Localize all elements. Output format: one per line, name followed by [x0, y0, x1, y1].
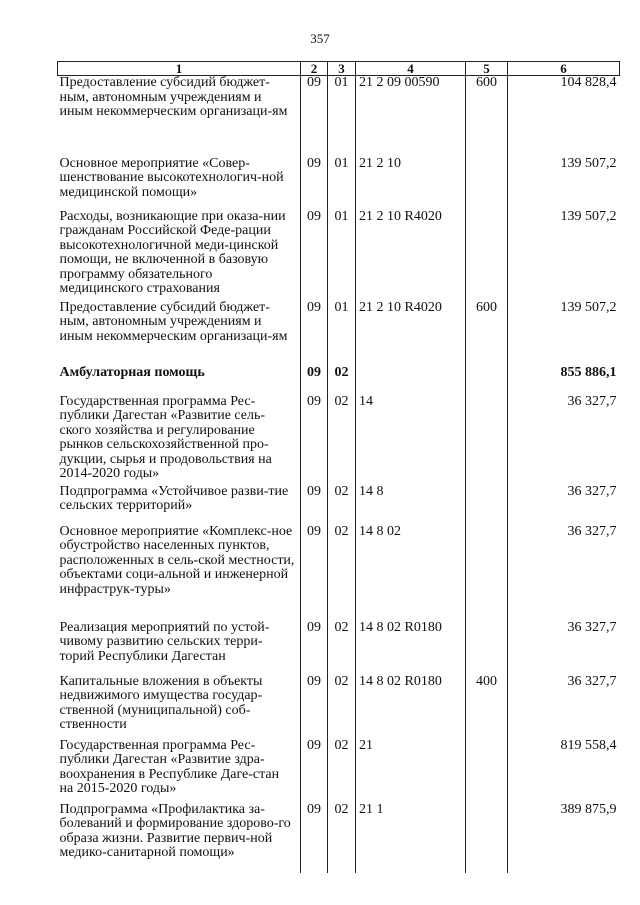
row-expense-type	[466, 525, 508, 621]
row-section: 09	[301, 395, 328, 485]
table-row	[58, 366, 620, 395]
row-subsection: 01	[328, 210, 356, 301]
row-target-code: 14 8	[356, 485, 466, 525]
row-expense-type	[466, 157, 508, 210]
table-row	[58, 210, 620, 301]
row-amount: 36 327,7	[508, 395, 620, 485]
row-target-code: 14 8 02 R0180	[356, 621, 466, 675]
row-subsection: 02	[328, 485, 356, 525]
row-section: 09	[301, 485, 328, 525]
row-subsection: 01	[328, 76, 356, 157]
row-subsection: 02	[328, 803, 356, 873]
table-row	[58, 485, 620, 525]
header-col-5: 5	[466, 62, 508, 76]
row-amount: 389 875,9	[508, 803, 620, 873]
row-amount: 36 327,7	[508, 485, 620, 525]
row-name: Реализация мероприятий по устой-чивому развитию сельских терри-торий Республики Дагестан	[58, 621, 301, 675]
row-name: Амбулаторная помощь	[58, 366, 301, 395]
row-amount: 139 507,2	[508, 210, 620, 301]
row-expense-type	[466, 739, 508, 803]
row-target-code: 14 8 02 R0180	[356, 675, 466, 739]
row-target-code: 21 2 10 R4020	[356, 210, 466, 301]
table-row	[58, 76, 620, 157]
row-amount: 819 558,4	[508, 739, 620, 803]
row-subsection: 01	[328, 157, 356, 210]
row-subsection: 02	[328, 366, 356, 395]
row-expense-type: 600	[466, 301, 508, 366]
header-col-3: 3	[328, 62, 356, 76]
row-name: Государственная программа Рес-публики Дагестан «Развитие сель-ского хозяйства и регулирование рынков сельскохозяйственной про-дукции, сырья и продовольствия на 2014-2020 годы»	[58, 395, 301, 485]
row-section: 09	[301, 739, 328, 803]
table-row	[58, 621, 620, 675]
row-expense-type	[466, 395, 508, 485]
header-row	[58, 62, 620, 76]
table-row	[58, 525, 620, 621]
row-amount: 139 507,2	[508, 157, 620, 210]
header-col-1: 1	[58, 62, 301, 76]
row-section: 09	[301, 76, 328, 157]
row-section: 09	[301, 621, 328, 675]
row-subsection: 02	[328, 525, 356, 621]
table-row	[58, 675, 620, 739]
header-col-6: 6	[508, 62, 620, 76]
row-amount: 855 886,1	[508, 366, 620, 395]
row-target-code: 21 2 09 00590	[356, 76, 466, 157]
table-row	[58, 157, 620, 210]
row-expense-type	[466, 366, 508, 395]
header-col-2: 2	[301, 62, 328, 76]
row-section: 09	[301, 157, 328, 210]
budget-table	[57, 61, 620, 873]
row-section: 09	[301, 301, 328, 366]
row-section: 09	[301, 210, 328, 301]
page-number: 357	[310, 31, 330, 46]
row-name: Предоставление субсидий бюджет-ным, автономным учреждениям и иным некоммерческим организаци-ям	[58, 301, 301, 366]
row-section: 09	[301, 366, 328, 395]
row-amount: 36 327,7	[508, 621, 620, 675]
row-subsection: 02	[328, 395, 356, 485]
row-amount: 139 507,2	[508, 301, 620, 366]
row-name: Капитальные вложения в объекты недвижимого имущества государ-ственной (муниципальной) соб-ственности	[58, 675, 301, 739]
row-expense-type	[466, 210, 508, 301]
row-name: Основное мероприятие «Комплекс-ное обустройство населенных пунктов, расположенных в сель-ской местности, объектами соци-альной и инженерной инфраструк-туры»	[58, 525, 301, 621]
row-expense-type: 600	[466, 76, 508, 157]
row-name: Подпрограмма «Устойчивое разви-тие сельских территорий»	[58, 485, 301, 525]
row-name: Расходы, возникающие при оказа-нии гражданам Российской Феде-рации высокотехнологичной меди-цинской помощи, не включенной в базовую программу обязательного медицинского страхования	[58, 210, 301, 301]
row-section: 09	[301, 675, 328, 739]
row-subsection: 02	[328, 675, 356, 739]
row-subsection: 02	[328, 621, 356, 675]
row-amount: 104 828,4	[508, 76, 620, 157]
row-name: Предоставление субсидий бюджет-ным, автономным учреждениям и иным некоммерческим организаци-ям	[58, 76, 301, 157]
row-subsection: 01	[328, 301, 356, 366]
row-target-code: 14	[356, 395, 466, 485]
row-expense-type	[466, 621, 508, 675]
row-amount: 36 327,7	[508, 675, 620, 739]
row-expense-type	[466, 485, 508, 525]
row-target-code	[356, 366, 466, 395]
table-row	[58, 395, 620, 485]
row-name: Основное мероприятие «Совер-шенствование высокотехнологич-ной медицинской помощи»	[58, 157, 301, 210]
row-section: 09	[301, 525, 328, 621]
row-name: Государственная программа Рес-публики Дагестан «Развитие здра-воохранения в Республике Даге-стан на 2015-2020 годы»	[58, 739, 301, 803]
row-target-code: 21 2 10 R4020	[356, 301, 466, 366]
table-row	[58, 803, 620, 873]
row-amount: 36 327,7	[508, 525, 620, 621]
row-section: 09	[301, 803, 328, 873]
row-target-code: 21	[356, 739, 466, 803]
table-row	[58, 739, 620, 803]
row-expense-type	[466, 803, 508, 873]
row-expense-type: 400	[466, 675, 508, 739]
row-subsection: 02	[328, 739, 356, 803]
header-col-4: 4	[356, 62, 466, 76]
row-target-code: 21 2 10	[356, 157, 466, 210]
row-name: Подпрограмма «Профилактика за-болеваний и формирование здорово-го образа жизни. Развитие первич-ной медико-санитарной помощи»	[58, 803, 301, 873]
row-target-code: 14 8 02	[356, 525, 466, 621]
row-target-code: 21 1	[356, 803, 466, 873]
table-row	[58, 301, 620, 366]
